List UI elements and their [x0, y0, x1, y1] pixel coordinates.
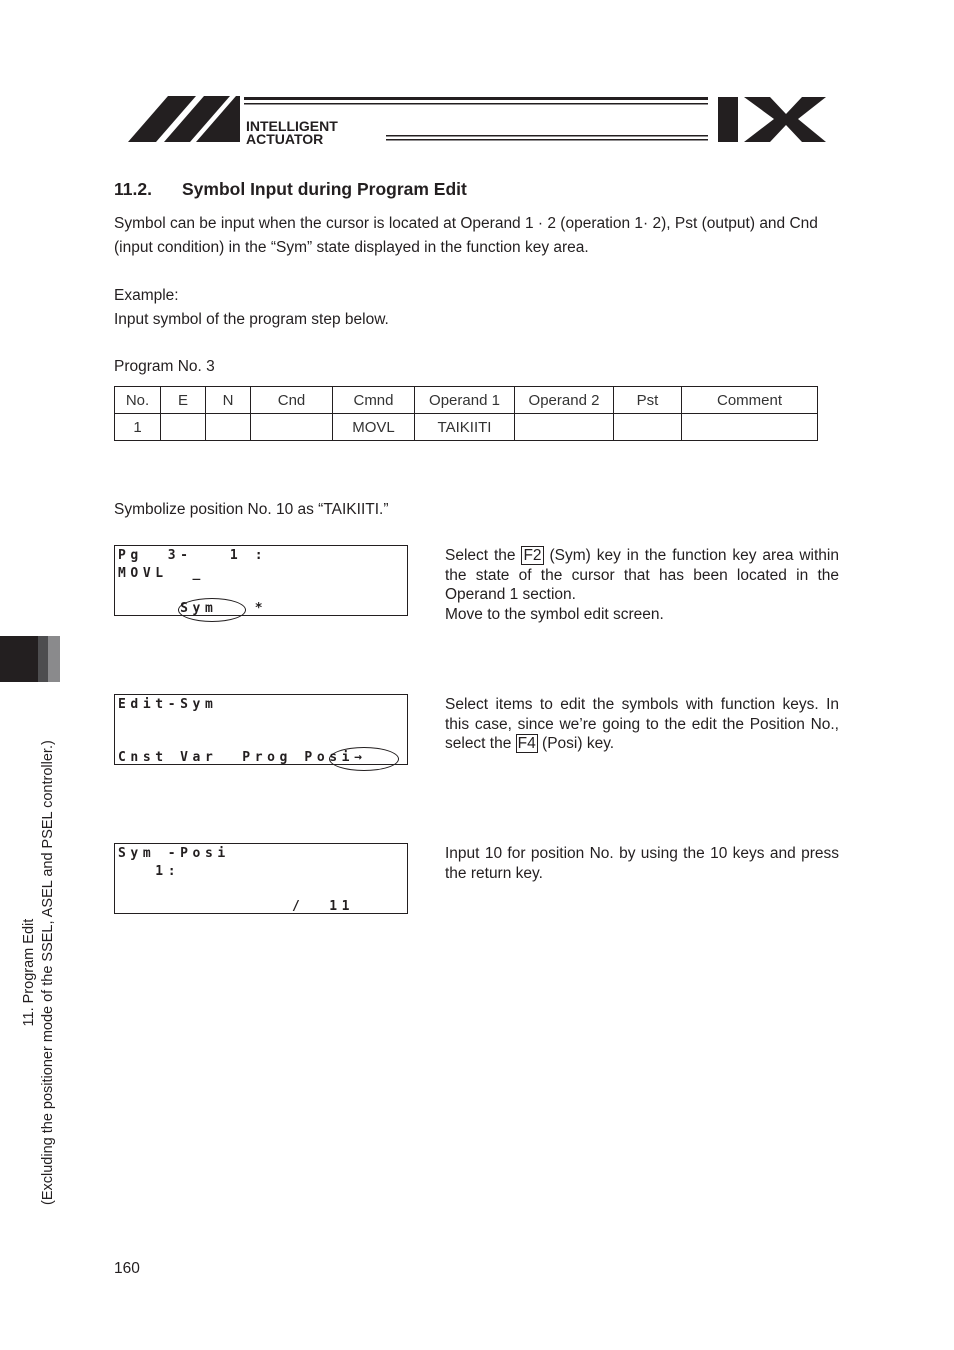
- highlight-oval-sym: [178, 598, 246, 622]
- cell-e: [161, 414, 206, 441]
- cell-comment: [682, 414, 818, 441]
- col-cnd: Cnd: [251, 387, 333, 414]
- col-e: E: [161, 387, 206, 414]
- logo-rule-mid: [244, 103, 708, 105]
- desc-text: Select the: [445, 547, 522, 564]
- lcd-screen-2: [114, 694, 408, 765]
- f2-key-label: F2: [523, 547, 542, 564]
- cell-cnd: [251, 414, 333, 441]
- lcd-row: MOVL _: [118, 566, 205, 581]
- chapter-side-tab: [0, 636, 62, 682]
- cell-operand1: TAIKIITI: [415, 414, 515, 441]
- screen-2-description: [445, 695, 839, 754]
- logo-i-letter: [718, 97, 738, 142]
- desc-text: (Posi) key.: [537, 735, 615, 752]
- col-operand1: Operand 1: [415, 387, 515, 414]
- logo-x-letter: [744, 97, 826, 142]
- example-text: Input symbol of the program step below.: [114, 311, 389, 328]
- intro-paragraph: Symbol can be input when the cursor is located at Operand 1 · 2 (operation 1· 2), Pst (output) and Cnd (input condition) in the “Sym” state displayed in the function key area.: [114, 215, 818, 256]
- col-cmnd: Cmnd: [333, 387, 415, 414]
- section-number: 11.2.: [114, 179, 152, 199]
- side-line-2: (Excluding the positioner mode of the SSEL, ASEL and PSEL controller.): [40, 740, 56, 1205]
- col-operand2: Operand 2: [515, 387, 614, 414]
- cell-pst: [614, 414, 682, 441]
- lcd-row: Sym *: [118, 601, 268, 616]
- page-number: 160: [114, 1260, 140, 1277]
- col-no: No.: [115, 387, 161, 414]
- section-title: [114, 179, 467, 200]
- logo-rule-top: [244, 97, 708, 100]
- cell-n: [206, 414, 251, 441]
- section-heading: Symbol Input during Program Edit: [182, 179, 467, 199]
- cell-cmnd: MOVL: [333, 414, 415, 441]
- lcd-row: 1:: [118, 864, 181, 879]
- col-pst: Pst: [614, 387, 682, 414]
- cell-no: 1: [115, 414, 161, 441]
- table-header-row: [115, 387, 818, 414]
- lcd-row: Sym -Posi: [118, 846, 230, 861]
- f4-key-label: F4: [517, 735, 536, 752]
- col-n: N: [206, 387, 251, 414]
- desc-text: Select items to edit the symbols with function keys. In this case, since we’re going to the edit the Position No., select the: [445, 696, 839, 752]
- program-label: Program No. 3: [114, 358, 215, 375]
- table-row: [115, 414, 818, 441]
- logo-rule-bottom-2: [386, 139, 708, 141]
- lcd-row: Pg 3- 1 :: [118, 548, 268, 563]
- lcd-row: Cnst Var Prog Posi→: [118, 750, 367, 765]
- lcd-row: Edit-Sym: [118, 697, 218, 712]
- logo-brand-line2: ACTUATOR: [246, 131, 324, 147]
- logo-brand-line1: INTELLIGENT: [246, 118, 338, 134]
- side-chapter-label: [20, 740, 58, 1205]
- ia-logo: [124, 92, 828, 148]
- lcd-screen-1: [114, 545, 408, 616]
- screen-3-description: [445, 844, 839, 883]
- logo-rule-bottom: [386, 135, 708, 137]
- lcd-screen-3: [114, 843, 408, 914]
- lcd-row: / 11: [118, 899, 355, 914]
- example-label: Example:: [114, 287, 179, 304]
- side-line-1: 11. Program Edit: [21, 918, 37, 1027]
- desc-text: (Sym) key in the function key area within the state of the cursor that has been located in the Operand 1 section.: [445, 547, 839, 603]
- screen-1-description: [445, 546, 839, 624]
- symbolize-text: Symbolize position No. 10 as “TAIKIITI.”: [114, 501, 389, 518]
- col-comment: Comment: [682, 387, 818, 414]
- desc-text: Input 10 for position No. by using the 10 keys and press the return key.: [445, 845, 839, 882]
- program-table: [114, 386, 818, 441]
- desc-text: Move to the symbol edit screen.: [445, 605, 664, 623]
- highlight-oval-posi: [329, 747, 399, 771]
- cell-operand2: [515, 414, 614, 441]
